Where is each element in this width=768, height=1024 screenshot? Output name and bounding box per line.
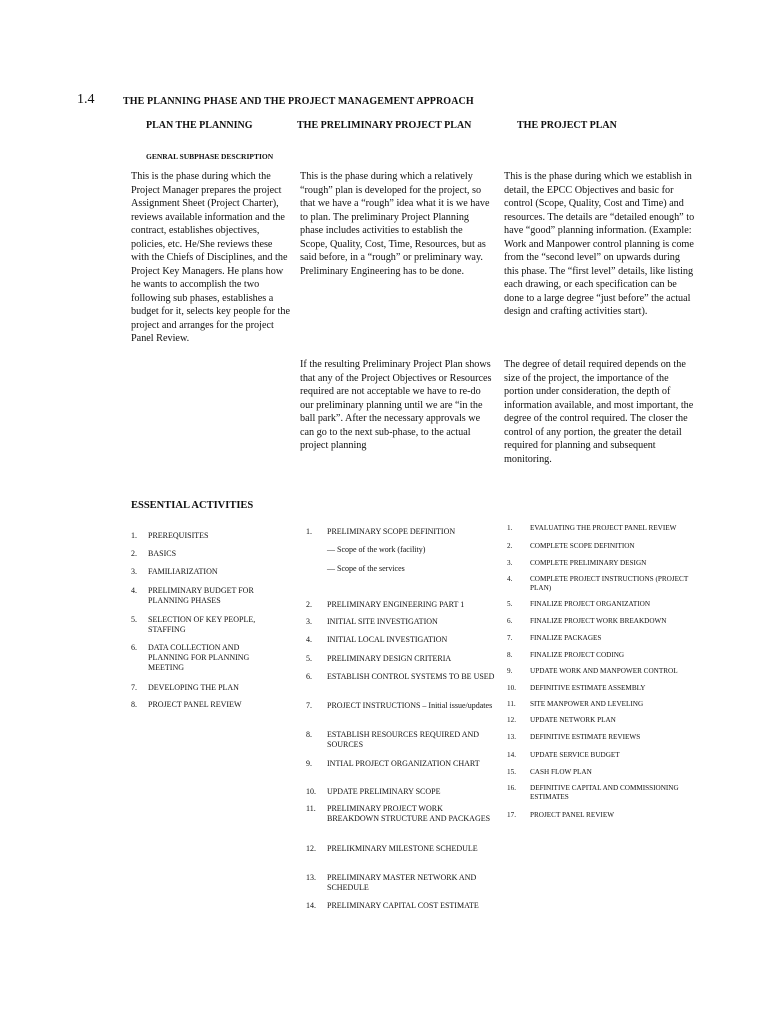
description-preliminary-plan-1: This is the phase during which a relatively “rough” plan is developed for the project, so that we have a “rough” idea what it is we have to plan. The preliminary Project Planning phase includes activities to establish the Scope, Quality, Cost, Time, Resources, but as said before, in a “rough” or preliminary way. Preliminary Engineering has to be done. xyxy=(300,171,490,277)
list-item: 12. UPDATE NETWORK PLAN xyxy=(507,716,616,724)
list-item: 2. PRELIMINARY ENGINEERING PART 1 xyxy=(306,600,465,609)
list-item: 9. INTIAL PROJECT ORGANIZATION CHART xyxy=(306,759,480,768)
list-item: 4. COMPLETE PROJECT INSTRUCTIONS (PROJECT PLAN) xyxy=(507,575,689,592)
list-item: 17. PROJECT PANEL REVIEW xyxy=(507,811,614,819)
description-plan-the-planning: This is the phase during which the Project Manager prepares the project Assignment Sheet (Project Charter), reviews available information and the contract, establishes objectives, policies, etc. He/She reviews these with the Chiefs of Disciplines, and the Project Key Managers. He plans how he wants to accomplish the two following sub phases, establishes a budget for it, selects key people for the project and arranges for the project Panel Review. xyxy=(131,171,290,344)
list-item: 13. DEFINITIVE ESTIMATE REVIEWS xyxy=(507,733,641,741)
section-number: 1.4 xyxy=(77,92,95,107)
list-item: 12. PRELIKMINARY MILESTONE SCHEDULE xyxy=(306,844,478,853)
list-subitem: — Scope of the services xyxy=(327,564,405,573)
list-item: 5. FINALIZE PROJECT ORGANIZATION xyxy=(507,600,651,608)
list-item: 14. PRELIMINARY CAPITAL COST ESTIMATE xyxy=(306,901,479,910)
list-subitem: — Scope of the work (facility) xyxy=(327,545,426,554)
list-item: 10. DEFINITIVE ESTIMATE ASSEMBLY xyxy=(507,684,646,692)
list-item: 3. COMPLETE PRELIMINARY DESIGN xyxy=(507,559,647,567)
list-item: 7. DEVELOPING THE PLAN xyxy=(131,683,239,692)
list-item: 6. FINALIZE PROJECT WORK BREAKDOWN xyxy=(507,617,667,625)
column-heading-plan-the-planning: PLAN THE PLANNING xyxy=(146,120,253,131)
list-item: 8. ESTABLISH RESOURCES REQUIRED AND SOURCES xyxy=(306,730,480,749)
description-project-plan-2: The degree of detail required depends on the size of the project, the importance of the portion under consideration, the depth of information available, and most important, the degree of the control required. The closer the control of any portion, the greater the detail required for planning and subsequent monitoring. xyxy=(504,359,694,465)
list-item: 2. COMPLETE SCOPE DEFINITION xyxy=(507,542,635,550)
list-item: 4. PRELIMINARY BUDGET FOR PLANNING PHASES xyxy=(131,586,254,605)
list-item: 7. FINALIZE PACKAGES xyxy=(507,634,602,642)
column-heading-preliminary-project-plan: THE PRELIMINARY PROJECT PLAN xyxy=(297,120,472,131)
list-item: 5. SELECTION OF KEY PEOPLE, STAFFING xyxy=(131,615,256,634)
list-item: 7. PROJECT INSTRUCTIONS – Initial issue/updates xyxy=(306,701,493,710)
list-item: 11. PRELIMINARY PROJECT WORK BREAKDOWN STRUCTURE AND PACKAGES xyxy=(306,804,491,823)
list-item: 9. UPDATE WORK AND MANPOWER CONTROL xyxy=(507,667,678,675)
list-item: 4. INITIAL LOCAL INVESTIGATION xyxy=(306,635,448,644)
essential-activities-heading: ESSENTIAL ACTIVITIES xyxy=(131,500,254,511)
list-item: 15. CASH FLOW PLAN xyxy=(507,768,592,776)
list-item: 14. UPDATE SERVICE BUDGET xyxy=(507,751,620,759)
description-project-plan-1: This is the phase during which we establish in detail, the EPCC Objectives and basic for control (Scope, Quality, Cost and Time) and resources. The details are “detailed enough” to have “good” planning information. (Example: Work and Manpower control planning is come from the “second level” on upwards during this phase. The “first level” details, like listing each drawing, or each specification can be done to a large degree “just before” the actual design and crafting activities start). xyxy=(504,171,695,317)
list-item: 6. DATA COLLECTION AND PLANNING FOR PLANNING MEETING xyxy=(131,643,250,672)
list-item: 13. PRELIMINARY MASTER NETWORK AND SCHEDULE xyxy=(306,873,477,892)
list-item: 11. SITE MANPOWER AND LEVELING xyxy=(507,700,644,708)
description-preliminary-plan-2: If the resulting Preliminary Project Plan shows that any of the Project Objectives or Resources required are not acceptable we have to re-do our preliminary planning until we are “in the ball park”. After the necessary approvals we can go to the next sub-phase, to the actual project planning xyxy=(300,359,492,451)
list-item: 1. PRELIMINARY SCOPE DEFINITION xyxy=(306,527,456,536)
list-item: 6. ESTABLISH CONTROL SYSTEMS TO BE USED xyxy=(306,672,495,681)
section-title: THE PLANNING PHASE AND THE PROJECT MANAGEMENT APPROACH xyxy=(123,96,474,107)
list-item: 3. INITIAL SITE INVESTIGATION xyxy=(306,617,438,626)
subphase-description-label: GENRAL SUBPHASE DESCRIPTION xyxy=(146,152,274,161)
list-item: 1. PREREQUISITES xyxy=(131,531,209,540)
list-item: 5. PRELIMINARY DESIGN CRITERIA xyxy=(306,654,452,663)
list-item: 8. PROJECT PANEL REVIEW xyxy=(131,700,242,709)
list-item: 16. DEFINITIVE CAPITAL AND COMMISSIONING ESTIMATES xyxy=(507,784,679,801)
list-item: 2. BASICS xyxy=(131,549,177,558)
list-item: 3. FAMILIARIZATION xyxy=(131,567,218,576)
list-item: 8. FINALIZE PROJECT CODING xyxy=(507,651,625,659)
column-heading-project-plan: THE PROJECT PLAN xyxy=(517,120,617,131)
list-item: 1. EVALUATING THE PROJECT PANEL REVIEW xyxy=(507,524,677,532)
list-item: 10. UPDATE PRELIMINARY SCOPE xyxy=(306,787,441,796)
